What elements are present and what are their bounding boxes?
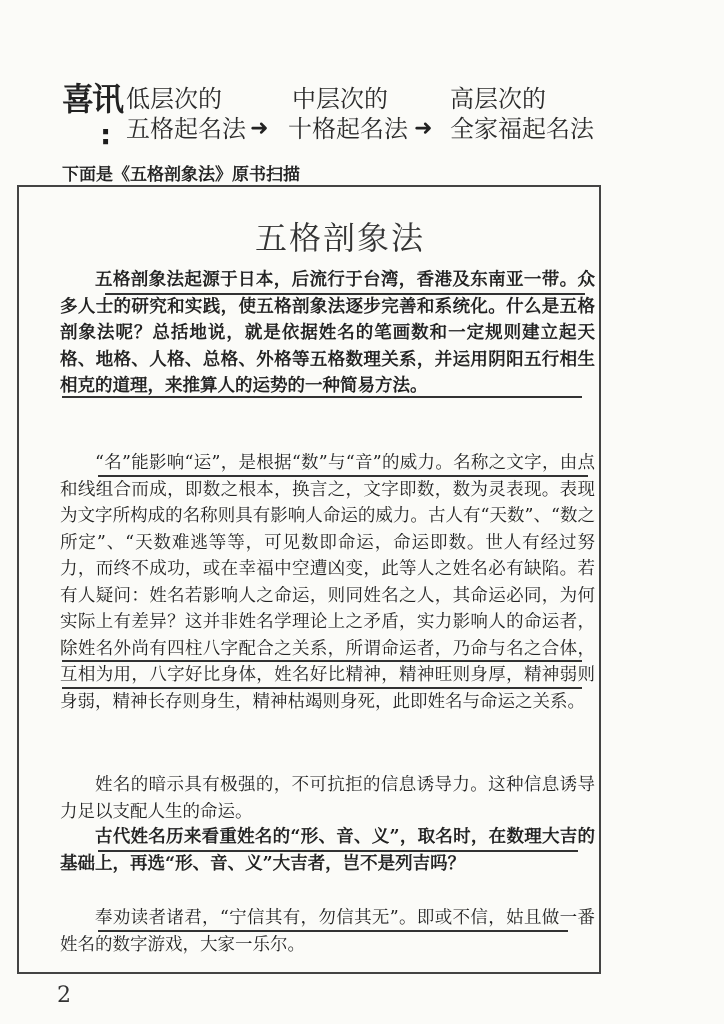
- paragraph-5: 奉劝读者诸君，“宁信其有，勿信其无”。即或不信，姑且做一番姓名的数字游戏，大家一乐尔。: [60, 908, 595, 955]
- level-low: [126, 84, 246, 144]
- level-mid-label: 中层次的: [292, 85, 388, 113]
- handwritten-underline: [98, 475, 588, 477]
- level-mid-method: 十格起名法: [288, 115, 408, 143]
- paragraph-2: “名”能影响“运”，是根据“数”与“音”的威力。名称之文字，由点和线组合而成，即数之根本，换言之，文字即数，数为灵表现。表现为文字所构成的名称则具有影响人命运的威力。古人有“天数”、“数之所定”、“天数难逃等等，可见数即命运，命运即数。世人有经过努力，而终不成功，或在幸福中空遭凶变，此等人之姓名必有缺陷。若有人疑问：姓名若影响人之命运，则同姓名之人，其命运必同，为何实际上有差异？这并非姓名学理论上之矛盾，实力影响人的命运者，除姓名外尚有四柱八字配合之关系，所谓命运者，乃命与名之合体，互相为用，八字好比身体，姓名好比精神，精神旺则身厚，精神弱则身弱，精神长存则身生，精神枯竭则身死，此即姓名与命运之关系。: [60, 453, 595, 712]
- paragraph-3: 姓名的暗示具有极强的，不可抗拒的信息诱导力。这种信息诱导力足以支配人生的命运。: [60, 775, 595, 822]
- arrow-icon: ➜: [250, 116, 269, 141]
- paragraph-1: 五格剖象法起源于日本，后流行于台湾，香港及东南亚一带。众多人士的研究和实践，使五格剖象法逐步完善和系统化。什么是五格剖象法呢？总括地说，就是依据姓名的笔画数和一定规则建立起天格、地格、人格、总格、外格等五格数理关系，并运用阴阳五行相生相克的道理，来推算人的运势的一种简易方法。: [60, 270, 595, 396]
- scan-note: 下面是《五格剖象法》原书扫描: [62, 165, 300, 185]
- page-number: 2: [57, 983, 71, 1008]
- paragraph-4: 古代姓名历来看重姓名的“形、音、义”，取名时，在数理大吉的基础上，再选“形、音、义”大吉者，岂不是列吉吗？: [60, 827, 595, 874]
- header-badge: [62, 82, 122, 116]
- handwritten-underline: [98, 850, 578, 852]
- handwritten-underline: [62, 687, 582, 689]
- level-low-label: 低层次的: [126, 85, 222, 113]
- handwritten-underline: [98, 930, 568, 932]
- document-title: 五格剖象法: [254, 219, 425, 257]
- level-low-method: 五格起名法: [126, 115, 246, 143]
- header-badge-colon: :: [100, 118, 112, 151]
- handwritten-underline: [105, 293, 585, 295]
- badge-text: 喜讯: [62, 80, 123, 118]
- level-mid: [288, 84, 408, 144]
- arrow-icon: ➜: [414, 116, 433, 141]
- handwritten-underline: [62, 660, 582, 662]
- handwritten-underline: [62, 396, 582, 398]
- level-high: [450, 84, 594, 144]
- level-high-method: 全家福起名法: [450, 115, 594, 143]
- level-high-label: 高层次的: [450, 85, 546, 113]
